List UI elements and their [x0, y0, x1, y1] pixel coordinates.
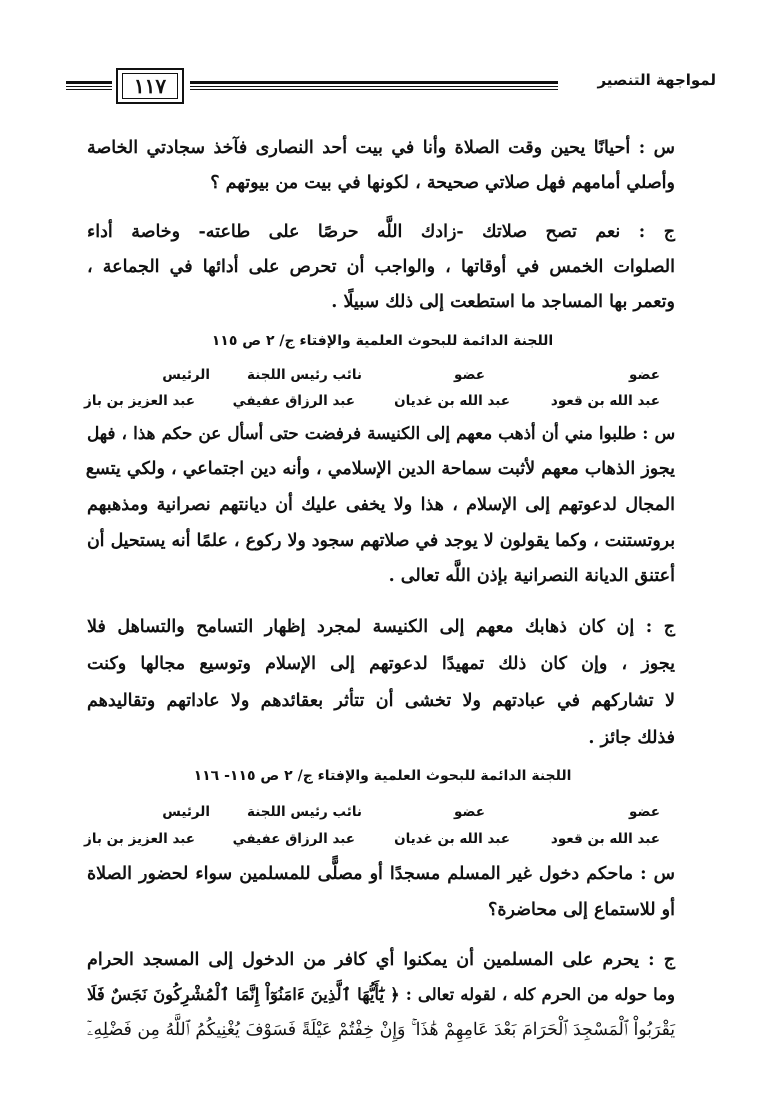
answer-3-line-1: ج : يحرم على المسلمين أن يمكنوا أي كافر من الدخول إلى المسجد الحرام	[87, 950, 675, 970]
source-reference-1: اللجنة الدائمة للبحوث العلمية والإفتاء ج/ ٢ ص ١١٥	[211, 333, 554, 349]
question-3-line-1: س : ماحكم دخول غير المسلم مسجدًا أو مصلًّى للمسلمين سواء لحضور الصلاة	[87, 864, 675, 884]
signatory-name: عبد الله بن غديان	[394, 831, 510, 847]
answer-2-line-3: لا تشاركهم في عبادتهم ولا تخشى أن تتأثر بعقائدهم ولا عاداتهم وتقاليدهم	[87, 691, 675, 711]
answer-1-line-2: الصلوات الخمس في أوقاتها ، والواجب أن تحرص على أدائها في الجماعة ،	[87, 257, 675, 277]
signatory-name: عبد الله بن قعود	[550, 831, 660, 847]
answer-1-line-1: ج : نعم تصح صلاتك -زادك اللَّه حرصًا على طاعته- وخاصة أداء	[87, 222, 675, 242]
signatory-name: عبد الرزاق عفيفي	[232, 831, 355, 847]
signatory-title: نائب رئيس اللجنة	[247, 804, 362, 820]
header-rule-middle	[190, 81, 558, 92]
question-2-line-3: المجال لدعوتهم إلى الإسلام ، هذا ولا يخفى عليك أن ديانتهم نصرانية ومذهبهم	[87, 495, 675, 515]
question-2-line-2: يجوز الذهاب معهم لأثبت سماحة الدين الإسلامي ، وأنه دين اجتماعي ، ولكي يتسع	[85, 459, 675, 479]
signatory-names-2	[60, 831, 660, 851]
answer-3-quran-line: يَقْرَبُواْ ٱلْمَسْجِدَ ٱلْحَرَامَ بَعْدَ عَامِهِمْ هَٰذَا ۚ وَإِنْ خِفْتُمْ عَيْلَةً فَسَوْفَ يُغْنِيكُمُ ٱللَّهُ مِن فَضْلِهِۦٓ	[87, 1020, 675, 1040]
signatory-name: عبد الله بن قعود	[550, 393, 660, 409]
answer-3-line-2: وما حوله من الحرم كله ، لقوله تعالى : ﴿ يَٰٓأَيُّهَا ٱلَّذِينَ ءَامَنُوٓاْ إِنَّمَا ٱلْمُشْرِكُونَ نَجَسٌ فَلَا	[87, 985, 675, 1004]
signatory-name: عبد العزيز بن باز	[84, 393, 195, 409]
question-2-line-5: أعتنق الديانة النصرانية بإذن اللَّه تعالى .	[388, 566, 675, 586]
signatory-title: عضو	[454, 804, 485, 820]
signatory-title: عضو	[454, 367, 485, 383]
signatory-titles-1	[60, 367, 660, 387]
question-2-line-4: بروتستنت ، وكما يقولون لا يوجد في صلاتهم سجود ولا ركوع ، علمًا أنه يستحيل أن	[87, 531, 675, 551]
signatory-titles-2	[60, 804, 660, 824]
answer-2-line-4: فذلك جائز .	[588, 728, 675, 748]
signatory-title: عضو	[629, 367, 660, 383]
header-rule-left	[66, 81, 112, 92]
question-1-line-1: س : أحيانًا يحين وقت الصلاة وأنا في بيت أحد النصارى فآخذ سجادتي الخاصة	[87, 138, 675, 158]
question-2-line-1: س : طلبوا مني أن أذهب معهم إلى الكنيسة فرفضت حتى أسأل عن حكم هذا ، فهل	[87, 423, 675, 443]
answer-2-line-1: ج : إن كان ذهابك معهم إلى الكنيسة لمجرد إظهار التسامح والتساهل فلا	[87, 617, 675, 637]
signatory-title: عضو	[629, 804, 660, 820]
answer-1-line-3: وتعمر بها المساجد ما استطعت إلى ذلك سبيلًا .	[331, 292, 675, 312]
signatory-name: عبد الله بن غديان	[394, 393, 510, 409]
question-3-line-2: أو للاستماع إلى محاضرة؟	[488, 900, 675, 920]
signatory-title: نائب رئيس اللجنة	[247, 367, 362, 383]
source-reference-2: اللجنة الدائمة للبحوث العلمية والإفتاء ج/ ٢ ص ١١٥- ١١٦	[193, 768, 572, 784]
running-title: لمواجهة التنصير	[597, 71, 716, 89]
question-1-line-2: وأصلي أمامهم فهل صلاتي صحيحة ، لكونها في بيت من بيوتهم ؟	[210, 173, 675, 193]
signatory-title: الرئيس	[162, 804, 210, 820]
signatory-names-1	[60, 393, 660, 413]
page-number-frame	[116, 68, 184, 104]
signatory-name: عبد الرزاق عفيفي	[232, 393, 355, 409]
answer-2-line-2: يجوز ، وإن كان ذلك تمهيدًا لدعوتهم إلى الإسلام وتوسيع مجالها وكنت	[87, 654, 675, 674]
page-header	[66, 68, 716, 112]
page-number: ١١٧	[122, 73, 178, 99]
signatory-title: الرئيس	[162, 367, 210, 383]
signatory-name: عبد العزيز بن باز	[84, 831, 195, 847]
